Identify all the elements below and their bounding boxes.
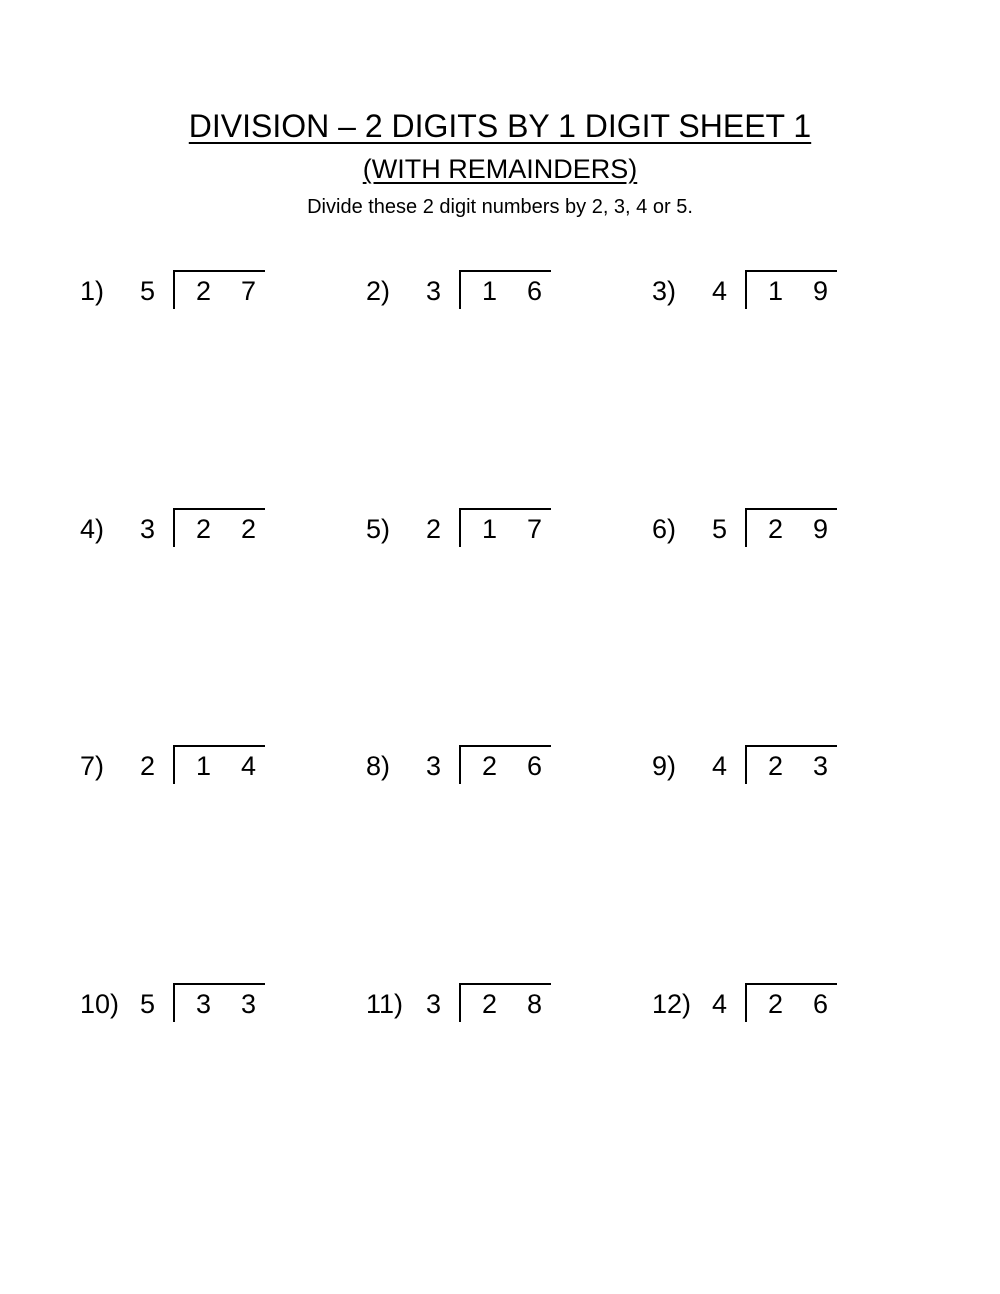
dividend-ones-digit: 2 bbox=[241, 514, 257, 544]
divisor: 2 bbox=[140, 751, 156, 781]
dividend-ones-digit: 7 bbox=[527, 514, 543, 544]
page-title: DIVISION – 2 DIGITS BY 1 DIGIT SHEET 1 bbox=[188, 108, 812, 144]
dividend-ones-digit: 7 bbox=[241, 276, 257, 306]
page-subtitle: (WITH REMAINDERS) bbox=[362, 154, 638, 184]
dividend-tens-digit: 2 bbox=[768, 989, 784, 1019]
division-problem-5 bbox=[366, 508, 566, 558]
divisor: 3 bbox=[426, 276, 442, 306]
dividend-tens-digit: 2 bbox=[482, 989, 498, 1019]
divisor: 4 bbox=[712, 989, 728, 1019]
problem-number: 8) bbox=[366, 751, 391, 781]
divisor: 5 bbox=[140, 989, 156, 1019]
division-problem-8 bbox=[366, 745, 566, 795]
divisor: 3 bbox=[140, 514, 156, 544]
problem-number: 10) bbox=[80, 989, 120, 1019]
problem-number: 3) bbox=[652, 276, 677, 306]
divisor: 3 bbox=[426, 989, 442, 1019]
dividend-tens-digit: 3 bbox=[196, 989, 212, 1019]
dividend-tens-digit: 1 bbox=[768, 276, 784, 306]
divisor: 5 bbox=[712, 514, 728, 544]
divisor: 2 bbox=[426, 514, 442, 544]
division-problem-1 bbox=[80, 270, 280, 320]
dividend-tens-digit: 1 bbox=[196, 751, 212, 781]
division-problem-4 bbox=[80, 508, 280, 558]
problem-number: 2) bbox=[366, 276, 391, 306]
dividend-ones-digit: 6 bbox=[527, 276, 543, 306]
dividend-ones-digit: 4 bbox=[241, 751, 257, 781]
division-problem-12 bbox=[652, 983, 852, 1033]
divisor: 4 bbox=[712, 276, 728, 306]
divisor: 5 bbox=[140, 276, 156, 306]
dividend-tens-digit: 2 bbox=[196, 514, 212, 544]
instructions: Divide these 2 digit numbers by 2, 3, 4 or 5. bbox=[307, 196, 693, 218]
division-problem-6 bbox=[652, 508, 852, 558]
problem-number: 5) bbox=[366, 514, 391, 544]
problem-number: 12) bbox=[652, 989, 692, 1019]
dividend-tens-digit: 2 bbox=[768, 514, 784, 544]
divisor: 4 bbox=[712, 751, 728, 781]
problem-number: 1) bbox=[80, 276, 105, 306]
division-problem-10 bbox=[80, 983, 280, 1033]
dividend-tens-digit: 1 bbox=[482, 514, 498, 544]
dividend-ones-digit: 9 bbox=[813, 276, 829, 306]
divisor: 3 bbox=[426, 751, 442, 781]
dividend-ones-digit: 6 bbox=[813, 989, 829, 1019]
dividend-ones-digit: 3 bbox=[813, 751, 829, 781]
division-problem-11 bbox=[366, 983, 566, 1033]
division-problem-3 bbox=[652, 270, 852, 320]
problem-number: 11) bbox=[366, 989, 404, 1019]
division-problem-9 bbox=[652, 745, 852, 795]
problem-number: 6) bbox=[652, 514, 677, 544]
division-problem-2 bbox=[366, 270, 566, 320]
dividend-ones-digit: 3 bbox=[241, 989, 257, 1019]
dividend-ones-digit: 6 bbox=[527, 751, 543, 781]
problem-number: 7) bbox=[80, 751, 105, 781]
dividend-ones-digit: 9 bbox=[813, 514, 829, 544]
dividend-tens-digit: 2 bbox=[482, 751, 498, 781]
problem-number: 4) bbox=[80, 514, 105, 544]
dividend-tens-digit: 2 bbox=[196, 276, 212, 306]
dividend-ones-digit: 8 bbox=[527, 989, 543, 1019]
dividend-tens-digit: 1 bbox=[482, 276, 498, 306]
division-problem-7 bbox=[80, 745, 280, 795]
problem-number: 9) bbox=[652, 751, 677, 781]
dividend-tens-digit: 2 bbox=[768, 751, 784, 781]
